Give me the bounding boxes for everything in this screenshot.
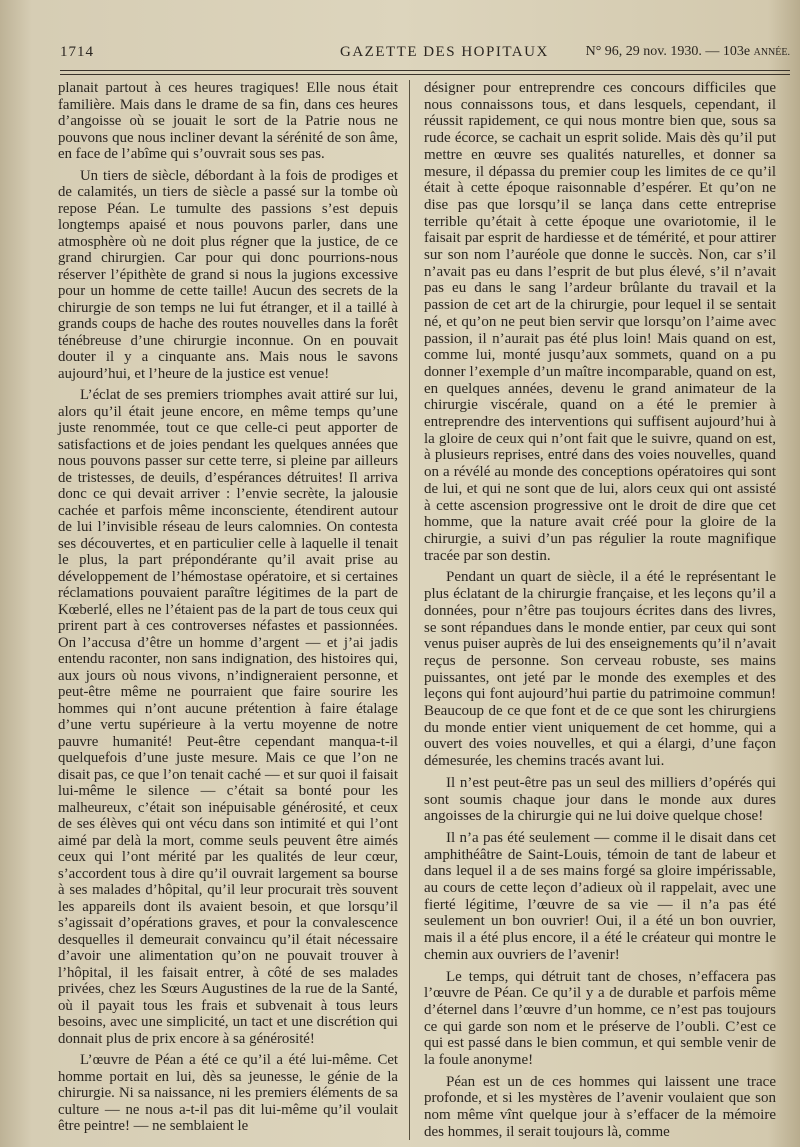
paragraph: L’éclat de ses premiers triomphes avait attiré sur lui, alors qu’il était jeune encore, en même temps qu’une juste renommée, tout ce que celle-ci peut apporter de satisfactions et de joies pendant les quelques années que nous pouvons passer sur cette terre, si pleine par ailleurs de tristesses, de deuils, d’espérances détruites! Il arriva donc ce qui devait arriver : l’envie secrète, la jalousie cachée et parfois même inconsciente, étendirent autour de lui l’invisible réseau de leurs calomnies. On contesta ses découvertes, et en particulier celle à laquelle il tenait le plus, la part prépondérante qu’il avait prise au développement de l’hémostase opératoire, et si certaines réclamations pouvaient paraître légitimes de la part de Kœberlé, elles ne l’étaient pas de la part de tous ceux qui prirent part à ces controverses néfastes et passionnées. On l’accusa d’être un homme d’argent — et j’ai jadis entendu raconter, non sans indignation, des histoires qui, aux jours où nous vivons, n’indigneraient personne, et peut-être même ne pourraient que faire sourire les hommes qui n’ont aucune prétention à faire étalage d’une vertu supérieure à la vertu moyenne de notre pauvre humanité! Peut-être cependant manqua-t-il quelquefois d’une juste mesure. Mais ce que l’on ne disait pas, ce que l’on tenait caché — et sur quoi il faisait lui-même le silence — c’était sa bonté pour les malheureux, c’était son inépuisable générosité, et ceux de ses élèves qui ont vécu dans son intimité et qui l’ont aimé par delà la mort, comme seuls peuvent être aimés ceux qui l’ont mérité par les qualités de leur cœur, s’accordent tous à dire qu’il ouvrait largement sa bourse à ses malades d’hôpital, qu’il leur procurait très souvent les appareils dont ils avaient besoin, et que lorsqu’il s’agissait d’opérations graves, et pour la convalescence desquelles il demeurait convaincu qu’il était nécessaire d’avoir une alimentation qu’on ne pouvait trouver à l’hôpital, il les faisait entrer, à côté de ses malades privées, chez les Sœurs Augustines de la rue de la Santé, où il payait tous les frais et subvenait à tous leurs besoins, avec une simplicité, un tact et une discrétion qui donnait plus de prix encore à sa générosité!: [58, 387, 398, 1047]
paragraph: L’œuvre de Péan a été ce qu’il a été lui-même. Cet homme portait en lui, dès sa jeunesse, le génie de la chirurgie. Ni sa naissance, ni les premiers éléments de sa culture — ne nous a-t-il pas dit lui-même qu’il voulait être peintre! — ne semblaient le: [58, 1052, 398, 1134]
right-column: [424, 80, 776, 1141]
header-rule-bottom: [60, 74, 790, 75]
paragraph: Un tiers de siècle, débordant à la fois de prodiges et de calamités, un tiers de siècle a passé sur la tombe où repose Péan. Le tumulte des passions s’est depuis longtemps apaisé et nous pouvons parler, dans une atmosphère où ne doit plus régner que la justice, de ce grand chirurgien. Car pour qui donc pourrions-nous réserver l’épithète de grand si nous la jugions excessive pour un homme de cette taille! Aucun des secrets de la chirurgie de son temps ne lui fut étranger, et il a taillé à grands coups de hache des routes nouvelles dans la forêt ténébreuse d’une chirurgie inconnue. On en pouvait douter il y a cinquante ans. Mais nous le savons aujourd’hui, et l’heure de la justice est venue!: [58, 167, 398, 382]
header-rule-top: [60, 70, 790, 71]
paragraph: Il n’est peut-être pas un seul des milliers d’opérés qui sont soumis chaque jour dans le monde aux dures angoisses de la chirurgie qui ne lui doive quelque chose!: [424, 774, 776, 825]
journal-title: GAZETTE DES HOPITAUX: [340, 44, 549, 60]
paragraph: désigner pour entreprendre ces concours difficiles que nous connaissons tous, et dans lesquels, cependant, il réussit rapidement, ce qui nous montre bien que, sous sa rude écorce, se cachait un esprit solide. Mais dès qu’il put mettre en œuvre ses qualités naturelles, et donner sa mesure, il dépassa du premier coup les limites de ce qu’il était à cette époque raisonnable d’espérer. Et qu’on ne dise pas que lorsqu’il se lança dans cette entreprise terrible qu’était à cette époque une ovariotomie, il le faisait par esprit de hardiesse et de témérité, et pour attirer sur son nom l’auréole que donne le succès. Non, car s’il n’avait pas eu dans l’esprit de but plus élevé, s’il n’avait pas eu dans le sang l’ardeur brûlante du travail et la passion de cet art de la chirurgie, pour lequel il se sentait né, et qu’on ne peut bien servir que lorsqu’on l’aime avec passion, il n’aurait pas été plus loin! Mais quand on est, comme lui, monté jusqu’aux sommets, quand on a pu donner l’exemple d’un maître incomparable, quand on est, en quelques années, devenu le grand animateur de la chirurgie viscérale, quand on a été le premier à entreprendre des interventions qui suffisent aujourd’hui à la gloire de ceux qui n’ont fait que le suivre, quand on est, à plusieurs reprises, entré dans des voies nouvelles, quand on a révélé au monde des conceptions opératoires qui sont de lui, et qui ne sont que de lui, alors ceux qui ont assisté à cette ascension progressive ont le droit de dire que cet homme, que la nature avait créé pour la gloire de la chirurgie, a suivi d’un pas régulier la route magnifique tracée par son destin.: [424, 80, 776, 564]
page-number: 1714: [60, 44, 94, 60]
issue-info: [586, 44, 790, 60]
issue-number-date: N° 96, 29 nov. 1930. — 103e: [585, 44, 754, 59]
paragraph: Le temps, qui détruit tant de choses, n’effacera pas l’œuvre de Péan. Ce qu’il y a de durable et parfois même d’éternel dans l’œuvre d’un homme, ce n’est pas toujours ce qui garde son nom et le préserve de l’oubli. C’est ce qui est passé dans le bien commun, et qui semble venir de la foule anonyme!: [424, 968, 776, 1069]
paragraph: Pendant un quart de siècle, il a été le représentant le plus éclatant de la chirurgie française, et les leçons qu’il a données, pour n’être pas toujours écrites dans des livres, se sont répandues dans le monde entier, par ceux qui sont venus puiser auprès de lui des enseignements qu’il n’avait reçus de personne. Son cerveau robuste, ses mains puissantes, ont jeté par le monde des exemples et des leçons qui font aujourd’hui partie du patrimoine commun! Beaucoup de ce que font et de ce que sont les chirurgiens du monde entier vient uniquement de cet homme, qui a ouvert des voies nouvelles, et qui a élargi, d’une façon démesurée, les chemins tracés avant lui.: [424, 569, 776, 770]
column-divider: [409, 80, 410, 1140]
paragraph: Il n’a pas été seulement — comme il le disait dans cet amphithéâtre de Saint-Louis, témoin de tant de labeur et dans lequel il a de ses mains forgé sa gloire impérissable, au cours de cette leçon d’adieux où il rappelait, avec une fierté légitime, l’œuvre de sa vie — il n’a pas été seulement un bon ouvrier! Oui, il a été un bon ouvrier, mais il a été plus encore, il a été le créateur qui montre le chemin aux ouvriers de l’avenir!: [424, 829, 776, 963]
paragraph: planait partout à ces heures tragiques! Elle nous était familière. Mais dans le drame de sa fin, dans ces heures d’angoisse où se jouait le sort de la Patrie nous ne pouvons que nous incliner devant la sérénité de son âme, en face de l’abîme qui s’ouvrait sous ses pas.: [58, 80, 398, 162]
page-header: [60, 38, 790, 68]
issue-year-label: ANNÉE.: [753, 47, 790, 58]
left-column: [58, 80, 398, 1135]
paragraph: Péan est un de ces hommes qui laissent une trace profonde, et si les mystères de l’avenir voulaient que son nom même vînt quelque jour à s’effacer de la mémoire des hommes, il serait toujours là, comme: [424, 1073, 776, 1140]
